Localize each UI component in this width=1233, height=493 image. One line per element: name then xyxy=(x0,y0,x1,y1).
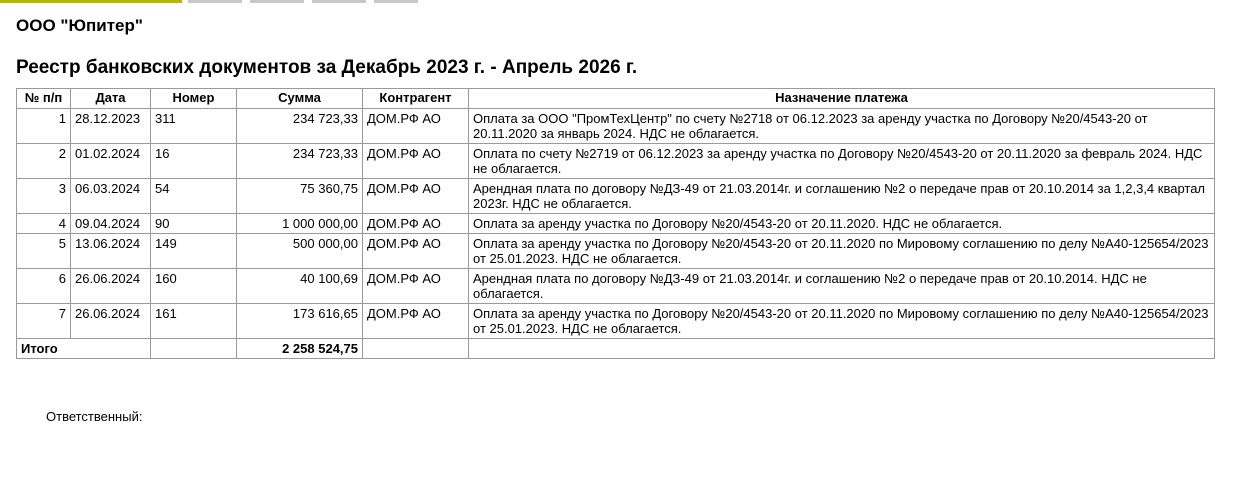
cell-party: ДОМ.РФ АО xyxy=(363,179,469,214)
cell-party: ДОМ.РФ АО xyxy=(363,214,469,234)
cell-party: ДОМ.РФ АО xyxy=(363,269,469,304)
cell-number: 311 xyxy=(151,109,237,144)
cell-number: 90 xyxy=(151,214,237,234)
cell-purpose: Оплата за аренду участка по Договору №20/4543-20 от 20.11.2020 по Мировому соглашению по делу №А40-125654/2023 от 25.01.2023. НДС не облагается. xyxy=(469,304,1215,339)
column-header-number: Номер xyxy=(151,89,237,109)
cell-sum: 173 616,65 xyxy=(237,304,363,339)
cell-num: 1 xyxy=(17,109,71,144)
cell-date: 13.06.2024 xyxy=(71,234,151,269)
cell-date: 26.06.2024 xyxy=(71,269,151,304)
cell-date: 01.02.2024 xyxy=(71,144,151,179)
cell-purpose: Оплата за аренду участка по Договору №20/4543-20 от 20.11.2020. НДС не облагается. xyxy=(469,214,1215,234)
cell-purpose: Арендная плата по договору №ДЗ-49 от 21.03.2014г. и соглашению №2 о передаче прав от 20.10.2014. НДС не облагается. xyxy=(469,269,1215,304)
cell-num: 7 xyxy=(17,304,71,339)
cell-sum: 234 723,33 xyxy=(237,109,363,144)
total-blank-purpose xyxy=(469,339,1215,359)
cell-sum: 40 100,69 xyxy=(237,269,363,304)
column-header-num: № п/п xyxy=(17,89,71,109)
responsible-label: Ответственный: xyxy=(46,409,143,424)
toolbar-segment-4 xyxy=(374,0,418,3)
table-row xyxy=(17,234,1215,269)
table-row xyxy=(17,214,1215,234)
table-row xyxy=(17,304,1215,339)
cell-party: ДОМ.РФ АО xyxy=(363,234,469,269)
cell-party: ДОМ.РФ АО xyxy=(363,304,469,339)
total-empty-cell xyxy=(151,339,237,359)
total-blank-party xyxy=(363,339,469,359)
toolbar-segment-highlight xyxy=(0,0,182,3)
cell-number: 160 xyxy=(151,269,237,304)
document-body xyxy=(0,6,1233,424)
table-total-row xyxy=(17,339,1215,359)
cell-number: 16 xyxy=(151,144,237,179)
column-header-sum: Сумма xyxy=(237,89,363,109)
cell-purpose: Оплата за ООО "ПромТехЦентр" по счету №2718 от 06.12.2023 за аренду участка по Договору №20/4543-20 от 20.11.2020 за январь 2024. НДС не облагается. xyxy=(469,109,1215,144)
column-header-date: Дата xyxy=(71,89,151,109)
column-header-purpose: Назначение платежа xyxy=(469,89,1215,109)
cell-num: 2 xyxy=(17,144,71,179)
table-row xyxy=(17,109,1215,144)
cell-date: 26.06.2024 xyxy=(71,304,151,339)
toolbar-segment-2 xyxy=(250,0,304,3)
cell-number: 161 xyxy=(151,304,237,339)
cell-sum: 1 000 000,00 xyxy=(237,214,363,234)
cell-num: 4 xyxy=(17,214,71,234)
cell-sum: 75 360,75 xyxy=(237,179,363,214)
table-header-row xyxy=(17,89,1215,109)
column-header-party: Контрагент xyxy=(363,89,469,109)
cell-purpose: Оплата за аренду участка по Договору №20/4543-20 от 20.11.2020 по Мировому соглашению по делу №А40-125654/2023 от 25.01.2023. НДС не облагается. xyxy=(469,234,1215,269)
cell-purpose: Оплата по счету №2719 от 06.12.2023 за аренду участка по Договору №20/4543-20 от 20.11.2020 за февраль 2024. НДС не облагается. xyxy=(469,144,1215,179)
cell-purpose: Арендная плата по договору №ДЗ-49 от 21.03.2014г. и соглашению №2 о передаче прав от 20.10.2014 за 1,2,3,4 квартал 2023г. НДС не облагается. xyxy=(469,179,1215,214)
cell-num: 6 xyxy=(17,269,71,304)
page-title: Реестр банковских документов за Декабрь 2023 г. - Апрель 2026 г. xyxy=(16,57,638,78)
cell-number: 149 xyxy=(151,234,237,269)
table-row xyxy=(17,179,1215,214)
cell-sum: 500 000,00 xyxy=(237,234,363,269)
cell-party: ДОМ.РФ АО xyxy=(363,109,469,144)
company-name: ООО "Юпитер" xyxy=(16,16,143,35)
toolbar-segment-1 xyxy=(188,0,242,3)
cell-num: 5 xyxy=(17,234,71,269)
registry-table xyxy=(16,88,1215,359)
cell-party: ДОМ.РФ АО xyxy=(363,144,469,179)
cell-date: 09.04.2024 xyxy=(71,214,151,234)
cell-date: 06.03.2024 xyxy=(71,179,151,214)
toolbar-segment-3 xyxy=(312,0,366,3)
cell-num: 3 xyxy=(17,179,71,214)
cell-date: 28.12.2023 xyxy=(71,109,151,144)
table-row xyxy=(17,269,1215,304)
cell-sum: 234 723,33 xyxy=(237,144,363,179)
table-row xyxy=(17,144,1215,179)
total-label: Итого xyxy=(17,339,151,359)
total-sum: 2 258 524,75 xyxy=(237,339,363,359)
cell-number: 54 xyxy=(151,179,237,214)
